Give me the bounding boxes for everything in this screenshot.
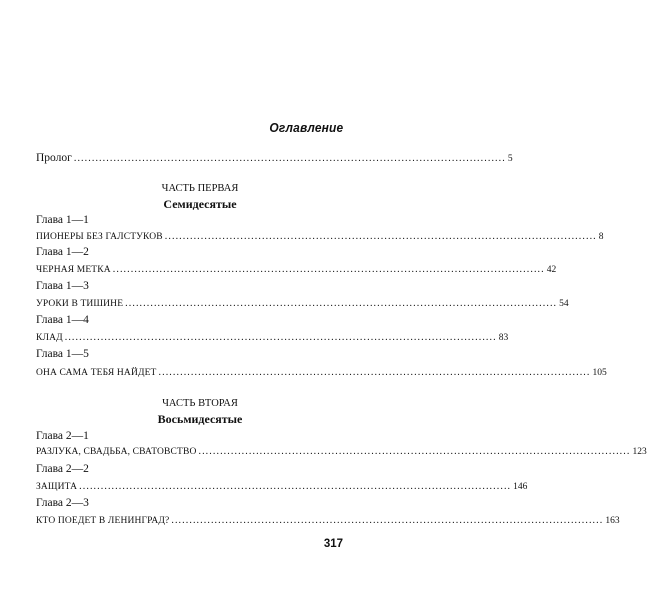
- entry-page: 123: [632, 447, 647, 457]
- entry-title: КЛАД: [36, 333, 63, 343]
- entry-page: 105: [592, 368, 607, 378]
- entry-page: 8: [598, 232, 604, 242]
- page-number: 317: [323, 538, 343, 550]
- part-label: ЧАСТЬ ПЕРВАЯ: [161, 183, 239, 194]
- toc-entry: [36, 231, 604, 243]
- chapter-heading: Глава 1—1: [36, 214, 89, 226]
- toc-entry: [36, 481, 528, 493]
- toc-entry: [36, 446, 647, 458]
- entry-page: 54: [559, 299, 569, 309]
- entry-title: ЗАЩИТА: [36, 482, 78, 492]
- toc-entry: [36, 367, 607, 379]
- dot-leader: ........................................................................................................................: [198, 446, 631, 457]
- dot-leader: ........................................................................................................................: [158, 367, 591, 378]
- entry-title: ПИОНЕРЫ БЕЗ ГАЛСТУКОВ: [36, 232, 163, 242]
- dot-leader: ........................................................................................................................: [112, 264, 545, 275]
- entry-page: 5: [507, 154, 513, 164]
- dot-leader: ........................................................................................................................: [125, 298, 558, 309]
- dot-leader: ........................................................................................................................: [79, 481, 512, 492]
- toc-heading: Оглавление: [269, 120, 343, 135]
- entry-title: ЧЕРНАЯ МЕТКА: [36, 265, 111, 275]
- entry-title: КТО ПОЕДЕТ В ЛЕНИНГРАД?: [36, 516, 170, 526]
- dot-leader: ........................................................................................................................: [73, 153, 506, 164]
- dot-leader: ........................................................................................................................: [171, 515, 604, 526]
- entry-title: УРОКИ В ТИШИНЕ: [36, 299, 124, 309]
- chapter-heading: Глава 2—2: [36, 463, 89, 475]
- toc-entry: [36, 332, 509, 344]
- toc-entry: [36, 298, 569, 310]
- toc-entry: [36, 264, 557, 276]
- entry-title: Пролог: [36, 152, 72, 164]
- entry-page: 163: [605, 516, 620, 526]
- dot-leader: ........................................................................................................................: [64, 332, 497, 343]
- chapter-heading: Глава 1—3: [36, 280, 89, 292]
- part-subtitle: Семидесятые: [163, 197, 237, 211]
- chapter-heading: Глава 1—4: [36, 314, 89, 326]
- chapter-heading: Глава 1—2: [36, 246, 89, 258]
- entry-title: РАЗЛУКА, СВАДЬБА, СВАТОВСТВО: [36, 447, 197, 457]
- entry-page: 146: [513, 482, 528, 492]
- entry-page: 83: [498, 333, 509, 343]
- toc-entry-prologue: [36, 152, 513, 165]
- entry-title: ОНА САМА ТЕБЯ НАЙДЕТ: [36, 368, 157, 378]
- part-subtitle: Восьмидесятые: [157, 412, 243, 426]
- entry-page: 42: [546, 265, 557, 275]
- part-label: ЧАСТЬ ВТОРАЯ: [162, 398, 238, 409]
- chapter-heading: Глава 1—5: [36, 348, 89, 360]
- chapter-heading: Глава 2—3: [36, 497, 89, 509]
- toc-entry: [36, 515, 620, 527]
- chapter-heading: Глава 2—1: [36, 430, 89, 442]
- dot-leader: ........................................................................................................................: [164, 231, 597, 242]
